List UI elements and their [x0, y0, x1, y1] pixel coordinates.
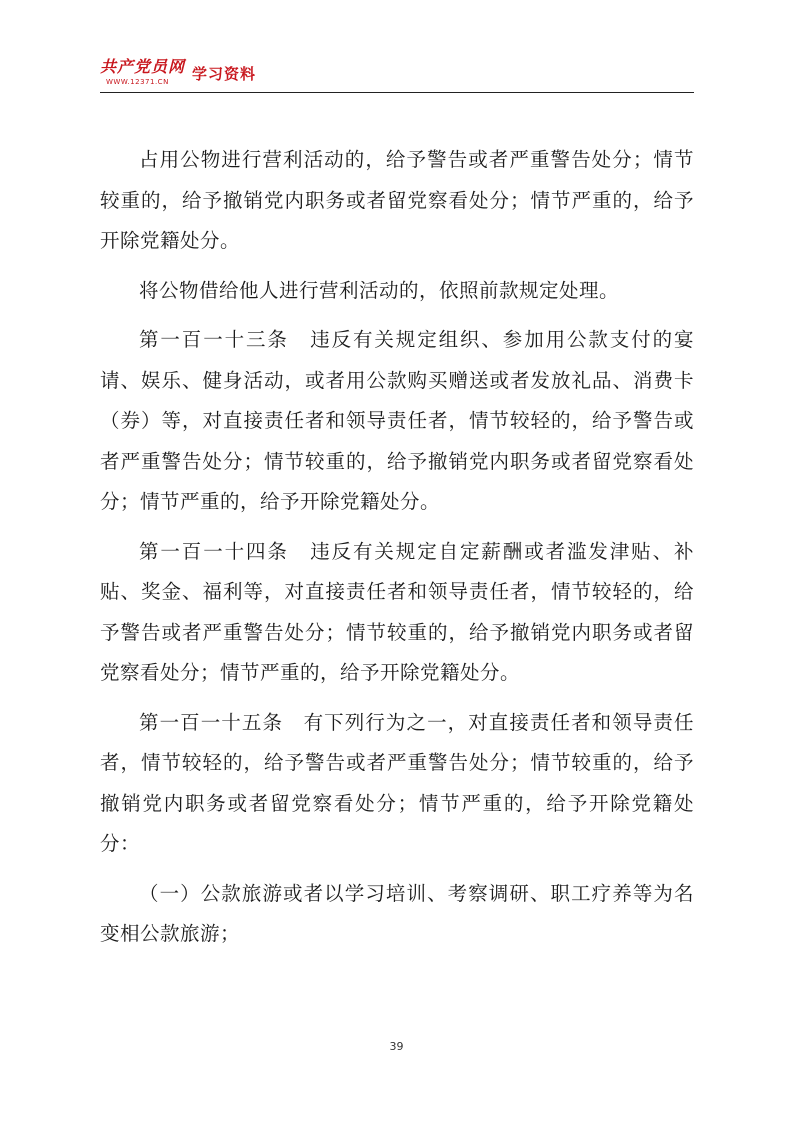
- header-divider: [100, 92, 694, 93]
- paragraph: 占用公物进行营利活动的，给予警告或者严重警告处分；情节较重的，给予撤销党内职务或者留党察看处分；情节严重的，给予开除党籍处分。: [100, 148, 694, 252]
- paragraph: 第一百一十五条 有下列行为之一，对直接责任者和领导责任者，情节较轻的，给予警告或者严重警告处分；情节较重的，给予撤销党内职务或者留党察看处分；情节严重的，给予开除党籍处分：: [100, 710, 694, 855]
- logo-url-text: WWW.12371.CN: [106, 78, 169, 86]
- paragraph: 将公物借给他人进行营利活动的，依照前款规定处理。: [139, 278, 620, 302]
- paragraph: （一）公款旅游或者以学习培训、考察调研、职工疗养等为名变相公款旅游；: [100, 881, 694, 945]
- site-logo[interactable]: [100, 54, 186, 92]
- header-title: 学习资料: [192, 65, 257, 83]
- paragraph: 第一百一十四条 违反有关规定自定薪酬或者滥发津贴、补贴、奖金、福利等，对直接责任者和领导责任者，情节较轻的，给予警告或者严重警告处分；情节较重的，给予撤销党内职务或者留党察看处分；情节严重的，给予开除党籍处分。: [100, 539, 694, 684]
- document-body: [100, 140, 694, 964]
- logo-script-text: 共产党员网: [100, 57, 186, 76]
- paragraph: 第一百一十三条 违反有关规定组织、参加用公款支付的宴请、娱乐、健身活动，或者用公款购买赠送或者发放礼品、消费卡（券）等，对直接责任者和领导责任者，情节较轻的，给予警告或者严重警告处分；情节较重的，给予撤销党内职务或者留党察看处分；情节严重的，给予开除党籍处分。: [100, 328, 694, 513]
- page-number: 39: [389, 1040, 404, 1053]
- page-header: [100, 52, 694, 94]
